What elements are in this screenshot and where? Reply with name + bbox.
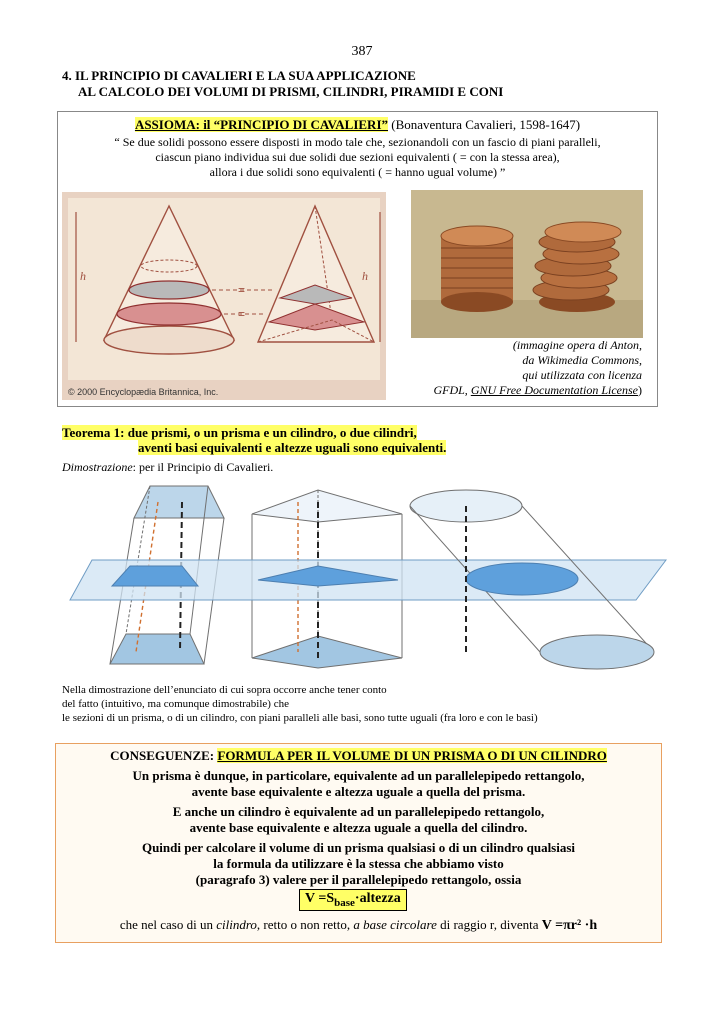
body-line: Un prisma è dunque, in particolare, equivalente ad un parallelepipedo rettangolo, [132,768,585,783]
note-line: Nella dimostrazione dell’enunciato di cui sopra occorre anche tener conto [62,684,387,696]
axiom-title: ASSIOMA: il “PRINCIPIO DI CAVALIERI” [134,117,388,132]
height-label: h [362,269,368,283]
heading-line-1: 4. IL PRINCIPIO DI CAVALIERI E LA SUA APPLICAZIONE [62,68,416,83]
height-label: h [80,269,86,283]
text-emphasis: cilindro [216,917,257,932]
note [62,683,538,725]
text-segment: che nel caso di un [119,917,217,932]
coins-stacks-photo [411,190,643,338]
consequences-body [55,768,662,892]
quote-line: allora i due solidi sono equivalenti ( = hanno ugual volume) ” [209,165,506,179]
body-line: E anche un cilindro è equivalente ad un parallelepipedo rettangolo, [172,804,545,819]
image-copyright: © 2000 Encyclopædia Britannica, Inc. [68,387,219,397]
demonstration-text: : per il Principio di Cavalieri. [132,460,274,474]
equals-sign: = [238,283,246,297]
body-line: avente base equivalente e altezza uguale a quella del prisma. [191,784,526,799]
credit-line: (immagine opera di Anton, [512,338,642,352]
body-block [55,804,662,836]
text-emphasis: a base circolare [353,917,437,932]
section-heading [62,68,503,100]
page-number: 387 [351,44,373,59]
body-block [55,840,662,888]
cylinder-volume-formula: V =πr² ·h [541,918,598,933]
text-segment: di raggio r, diventa [436,917,542,932]
credit-line: da Wikimedia Commons, [522,353,642,367]
formula-sub: base [334,896,355,909]
demonstration [62,460,273,475]
heading-line-2: AL CALCOLO DEI VOLUMI DI PRISMI, CILINDRI, PIRAMIDI E CONI [78,84,504,99]
coin-stack-straight [441,226,513,312]
theorem-1 [62,425,446,455]
quote-line: “ Se due solidi possono essere disposti in modo tale che, sezionandoli con un fascio di piani paralleli, [114,135,601,149]
quote-line: ciascun piano individua sui due solidi due sezioni equivalenti ( = con la stessa area), [155,150,560,164]
prisms-cylinder-illustration [62,482,672,677]
formula-rest: ·altezza [354,891,401,906]
axiom-author: (Bonaventura Cavalieri, 1598-1647) [391,117,581,132]
body-line: Quindi per calcolare il volume di un prisma qualsiasi o di un cilindro qualsiasi [141,840,576,855]
cavalieri-cones-illustration [62,192,386,400]
image-credit [380,338,642,398]
formula-v: V =S [305,891,335,906]
license-link[interactable]: GNU Free Documentation License [470,383,638,397]
volume-formula [299,889,407,911]
text-segment: , retto o non retto, [256,917,354,932]
consequences-label: CONSEGUENZE: [110,748,215,763]
credit-suffix: ) [638,383,642,397]
equals-sign: = [238,307,246,321]
note-line: del fatto (intuitivo, ma comunque dimostrabile) che [62,698,289,710]
theorem-line-1: Teorema 1: due prismi, o un prisma e un cilindro, o due cilindri, [62,425,417,440]
body-line: avente base equivalente e altezza uguale a quella del cilindro. [189,820,528,835]
consequences-title-line [55,748,662,764]
body-line: la formula da utilizzare è la stessa che abbiamo visto [213,856,504,871]
note-line: le sezioni di un prisma, o di un cilindro, con piani paralleli alle basi, sono tutte uguali (fra loro e con le basi) [62,712,538,724]
axiom-title-line [57,117,658,133]
consequences-title: FORMULA PER IL VOLUME DI UN PRISMA O DI UN CILINDRO [217,748,607,763]
theorem-line-2: aventi basi equivalenti e altezze uguali sono equivalenti. [138,440,447,455]
cylinder-formula-line [55,917,662,934]
credit-line [380,383,642,398]
axiom-quote [57,135,658,180]
body-line: (paragrafo 3) valere per il parallelepipedo rettangolo, ossia [195,872,522,887]
credit-prefix: GFDL, [433,383,471,397]
demonstration-label: Dimostrazione [62,460,133,474]
body-block [55,768,662,800]
credit-line: qui utilizzata con licenza [522,368,642,382]
